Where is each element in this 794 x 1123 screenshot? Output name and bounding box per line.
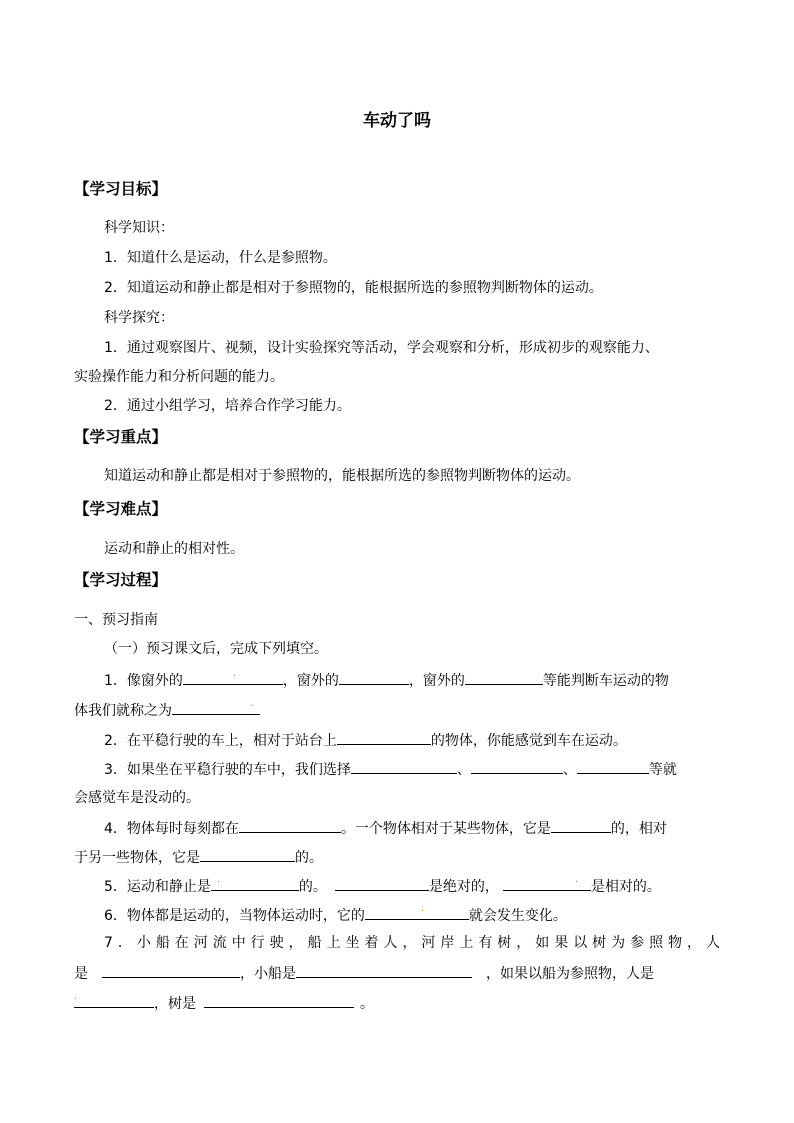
q5-text-4: 是相对的。 (590, 879, 661, 895)
q4-blank-1[interactable] (239, 818, 341, 833)
q6-dot: . (420, 903, 425, 914)
q5-blank-1[interactable] (211, 876, 299, 891)
question-7-line-2 (74, 963, 654, 983)
question-3-line-2: 会感觉车是没动的。 (74, 790, 200, 806)
question-7-line-3 (74, 993, 374, 1013)
explore-item-2: 2．通过小组学习，培养合作学习能力。 (104, 398, 351, 414)
q1-blank-4[interactable] (172, 700, 260, 715)
q5-text-2: 的。 (298, 879, 327, 895)
q4-text-1: 4．物体每时每刻都在 (104, 821, 239, 837)
difficulty-heading: 【学习难点】 (74, 500, 168, 518)
q5-blank-2[interactable] (335, 876, 429, 891)
question-6 (104, 905, 567, 925)
q4-blank-2[interactable] (551, 818, 611, 833)
q7-blank-4[interactable] (204, 993, 354, 1008)
preview-instruction: （一）预习课文后，完成下列填空。 (104, 641, 328, 657)
q1-text-2: ，窗外的 (282, 673, 339, 689)
q7-blank-2[interactable] (296, 963, 472, 978)
q2-text-1: 2．在平稳行驶的车上，相对于站台上 (104, 733, 337, 749)
q6-text-1: 6．物体都是运动的，当物体运动时，它的 (104, 908, 365, 924)
q4-text-3: 的，相对 (610, 821, 667, 837)
knowledge-label: 科学知识： (104, 220, 174, 236)
q4-text-5: 的。 (295, 850, 323, 866)
q7-text-5: 。 (360, 996, 374, 1012)
q1-blank-1[interactable] (183, 670, 283, 685)
q1-dot: . (232, 668, 237, 679)
question-4-line-1 (104, 818, 667, 838)
q2-text-2: 的物体，你能感觉到车在运动。 (430, 733, 627, 749)
question-7-line-1: 7．小船在河流中行驶，船上坐着人，河岸上有树，如果以树为参照物，人 (104, 935, 720, 951)
q7-blank-1[interactable] (102, 963, 240, 978)
preview-heading: 一、预习指南 (74, 612, 158, 628)
q5-text-1: 5．运动和静止是 (104, 879, 211, 895)
knowledge-item-1: 1．知道什么是运动，什么是参照物。 (104, 250, 337, 266)
question-2 (104, 730, 627, 750)
q1-blank-3[interactable] (465, 670, 543, 685)
q4-text-4: 于另一些物体，它是 (74, 850, 200, 866)
q6-text-2: 就会发生变化。 (468, 908, 567, 924)
q1-text-3: ，窗外的 (408, 673, 465, 689)
q3-blank-1[interactable] (351, 759, 457, 774)
q3-text-1: 3．如果坐在平稳行驶的车中，我们选择 (104, 762, 351, 778)
q5-text-3: 是绝对的， (428, 879, 499, 895)
explore-label: 科学探究： (104, 310, 174, 326)
explore-item-1b: 实验操作能力和分析问题的能力。 (74, 369, 284, 385)
question-3-line-1 (104, 759, 677, 779)
q1-text-5: 体我们就称之为 (74, 703, 172, 719)
q1-dot-2: . (250, 698, 254, 709)
q4-blank-3[interactable] (200, 847, 295, 862)
q7-dot: . (74, 991, 78, 1002)
knowledge-item-2: 2．知道运动和静止都是相对于参照物的，能根据所选的参照物判断物体的运动。 (104, 280, 603, 296)
q6-blank-1[interactable] (365, 905, 469, 920)
q4-text-2: 。一个物体相对于某些物体，它是 (340, 821, 551, 837)
q3-blank-2[interactable] (471, 759, 563, 774)
q3-blank-3[interactable] (577, 759, 649, 774)
process-heading: 【学习过程】 (74, 571, 168, 589)
q2-blank-1[interactable] (337, 730, 431, 745)
difficulty-text: 运动和静止的相对性。 (104, 541, 244, 557)
q3-text-4: 等就 (648, 762, 677, 778)
explore-item-1a: 1．通过观察图片、视频，设计实验探究等活动，学会观察和分析，形成初步的观察能力、 (104, 340, 659, 356)
q5-dot: . (216, 874, 221, 885)
question-1-line-1 (104, 670, 669, 690)
q1-text-4: 等能判断车运动的物 (542, 673, 669, 689)
q7-text-3: ，如果以船为参照物，人是 (486, 966, 654, 982)
q3-text-2: 、 (456, 762, 471, 778)
question-4-line-2 (74, 847, 323, 867)
q7-text-2: ，小船是 (240, 966, 296, 982)
q7-text-1: 是 (74, 966, 88, 982)
q5-blank-3[interactable] (503, 876, 591, 891)
q5-dot-2: . (574, 874, 579, 885)
key-text: 知道运动和静止都是相对于参照物的，能根据所选的参照物判断物体的运动。 (104, 468, 580, 484)
q7-text-4: ，树是 (154, 996, 196, 1012)
question-1-line-2 (74, 700, 260, 720)
question-5 (104, 876, 661, 896)
key-heading: 【学习重点】 (74, 428, 168, 446)
q7-blank-3[interactable] (74, 993, 154, 1008)
q3-text-3: 、 (562, 762, 577, 778)
q1-blank-2[interactable] (339, 670, 409, 685)
page-title: 车动了吗 (363, 111, 431, 131)
q1-text-1: 1．像窗外的 (104, 673, 183, 689)
goals-heading: 【学习目标】 (74, 180, 168, 198)
